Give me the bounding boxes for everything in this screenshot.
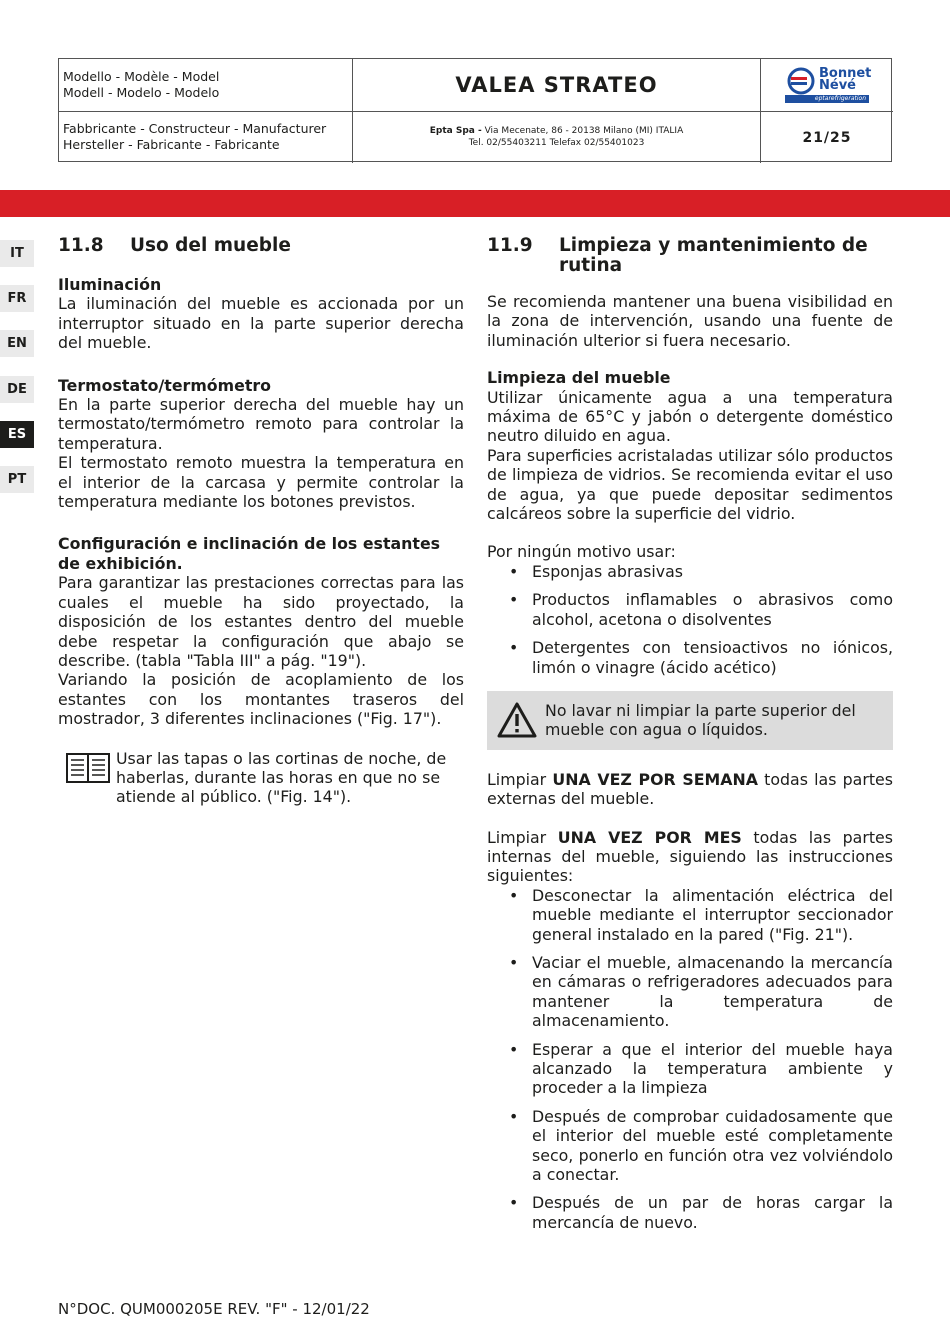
company-address: Via Mecenate, 86 - 20138 Milano (MI) ITALIA bbox=[484, 126, 684, 136]
company-name: Epta Spa - bbox=[429, 126, 482, 136]
list-item: • Después de comprobar cuidadosamente que el interior del mueble esté completamente seco, ponerlo en función otra vez volviéndolo a conectar. bbox=[509, 1107, 893, 1185]
weekly-post: todas las partes externas del mueble. bbox=[487, 769, 893, 809]
logo-text-1: Bonnet bbox=[819, 66, 872, 81]
page-number: 21/25 bbox=[802, 129, 852, 146]
list-item: • Productos inflamables o abrasivos como alcohol, acetona o disolventes bbox=[509, 590, 893, 629]
logo-cell bbox=[761, 59, 893, 112]
note-box bbox=[58, 749, 464, 807]
model-label-line1: Modello - Modèle - Model bbox=[63, 69, 220, 84]
manufacturer-label-line2: Hersteller - Fabricante - Fabricante bbox=[63, 137, 280, 152]
lang-tab-fr[interactable]: FR bbox=[0, 285, 34, 312]
left-column bbox=[58, 236, 464, 807]
cleaning-text-2: Para superficies acristaladas utilizar sólo productos de limpieza de vidrios. Se recomienda evitar el uso de agua, ya que puede depositar sedimentos calcáreos sobre la superficie del vidrio. bbox=[487, 445, 893, 524]
list-item: • Esponjas abrasivas bbox=[509, 562, 893, 581]
monthly-steps-list bbox=[509, 886, 893, 1233]
monthly-text bbox=[487, 828, 893, 886]
section-heading-11-8 bbox=[58, 236, 464, 256]
monthly-post: todas las partes internas del mueble, siguiendo las instrucciones siguientes: bbox=[487, 827, 893, 886]
logo-mark-icon bbox=[785, 67, 817, 95]
model-name: VALEA STRATEO bbox=[353, 59, 761, 112]
intro-text: Se recomienda mantener una buena visibilidad en la zona de intervención, usando una fuente de iluminación ulterior si fuera necesario. bbox=[487, 292, 893, 350]
thermostat-text-1: En la parte superior derecha del mueble hay un termostato/termómetro remoto para controlar la temperatura. bbox=[58, 395, 464, 453]
manufacturer-label-line1: Fabbricante - Constructeur - Manufacturer bbox=[63, 121, 327, 136]
lang-tab-de[interactable]: DE bbox=[0, 376, 34, 403]
book-icon bbox=[66, 753, 110, 783]
lang-tab-es[interactable]: ES bbox=[0, 421, 34, 448]
weekly-text bbox=[487, 770, 893, 809]
logo-subtext: eptarefrigeration bbox=[785, 95, 869, 103]
document-header bbox=[58, 58, 892, 162]
bonnet-neve-logo bbox=[785, 67, 871, 105]
document-footer: N°DOC. QUM000205E REV. "F" - 12/01/22 bbox=[58, 1300, 370, 1318]
cleaning-heading: Limpieza del mueble bbox=[487, 368, 671, 388]
list-item: • Después de un par de horas cargar la mercancía de nuevo. bbox=[509, 1193, 893, 1232]
shelves-heading: Configuración e inclinación de los estantes de exhibición. bbox=[58, 534, 441, 573]
company-phone: Tel. 02/55403211 Telefax 02/55401023 bbox=[468, 138, 645, 148]
shelves-text-1: Para garantizar las prestaciones correctas para las cuales el mueble ha sido proyectado, la disposición de los estantes dentro del mueble debe respetar la configuración que abajo se describe. (tabla "Tabla III" a pág. "19"). bbox=[58, 573, 464, 670]
lang-tab-pt[interactable]: PT bbox=[0, 466, 34, 493]
right-column bbox=[487, 236, 893, 1241]
list-item: • Desconectar la alimentación eléctrica del mueble mediante el interruptor seccionador general instalado en la pared ("Fig. 21"). bbox=[509, 886, 893, 944]
warning-icon bbox=[497, 701, 537, 739]
section-heading-11-9 bbox=[487, 236, 893, 276]
manufacturer-info bbox=[353, 112, 761, 163]
manufacturer-label-cell bbox=[59, 112, 353, 163]
weekly-pre: Limpiar bbox=[487, 769, 547, 789]
section-title: Uso del mueble bbox=[130, 235, 291, 256]
monthly-bold: UNA VEZ POR MES bbox=[557, 827, 742, 847]
never-use-intro: Por ningún motivo usar: bbox=[487, 542, 676, 562]
thermostat-heading: Termostato/termómetro bbox=[58, 375, 272, 395]
illumination-text: La iluminación del mueble es accionada por un interruptor situado en la parte superior derecha del mueble. bbox=[58, 294, 464, 353]
list-item: • Esperar a que el interior del mueble haya alcanzado la temperatura ambiente y proceder a la limpieza bbox=[509, 1040, 893, 1098]
note-text: Usar las tapas o las cortinas de noche, de haberlas, durante las horas en que no se atiende al público. ("Fig. 14"). bbox=[116, 748, 447, 807]
model-label-line2: Modell - Modelo - Modelo bbox=[63, 85, 220, 100]
lang-tab-en[interactable]: EN bbox=[0, 330, 34, 357]
section-number: 11.8 bbox=[58, 235, 104, 256]
monthly-pre: Limpiar bbox=[487, 827, 547, 847]
warning-text: No lavar ni limpiar la parte superior del mueble con agua o líquidos. bbox=[545, 700, 856, 740]
warning-box bbox=[487, 691, 893, 750]
model-label-cell bbox=[59, 59, 353, 112]
section-title: Limpieza y mantenimiento de rutina bbox=[559, 235, 868, 276]
cleaning-text-1: Utilizar únicamente agua a una temperatura máxima de 65°C y jabón o detergente doméstico neutro diluido en agua. bbox=[487, 387, 893, 446]
never-use-list bbox=[509, 562, 893, 677]
red-band bbox=[0, 190, 950, 217]
list-item: • Detergentes con tensioactivos no iónicos, limón o vinagre (ácido acético) bbox=[509, 638, 893, 677]
shelves-text-2: Variando la posición de acoplamiento de los estantes con los montantes traseros del mostrador, 3 diferentes inclinaciones ("Fig. 17"). bbox=[58, 670, 464, 729]
logo-text-2: Névé bbox=[819, 78, 856, 93]
weekly-bold: UNA VEZ POR SEMANA bbox=[552, 769, 758, 789]
illumination-heading: Iluminación bbox=[58, 275, 162, 294]
list-item: • Vaciar el mueble, almacenando la mercancía en cámaras o refrigeradores adecuados para mantener la temperatura de almacenamiento. bbox=[509, 953, 893, 1031]
lang-tab-it[interactable]: IT bbox=[0, 240, 34, 267]
thermostat-text-2: El termostato remoto muestra la temperatura en el interior de la carcasa y permite controlar la temperatura mediante los botones previstos. bbox=[58, 453, 464, 512]
section-number: 11.9 bbox=[487, 235, 533, 256]
